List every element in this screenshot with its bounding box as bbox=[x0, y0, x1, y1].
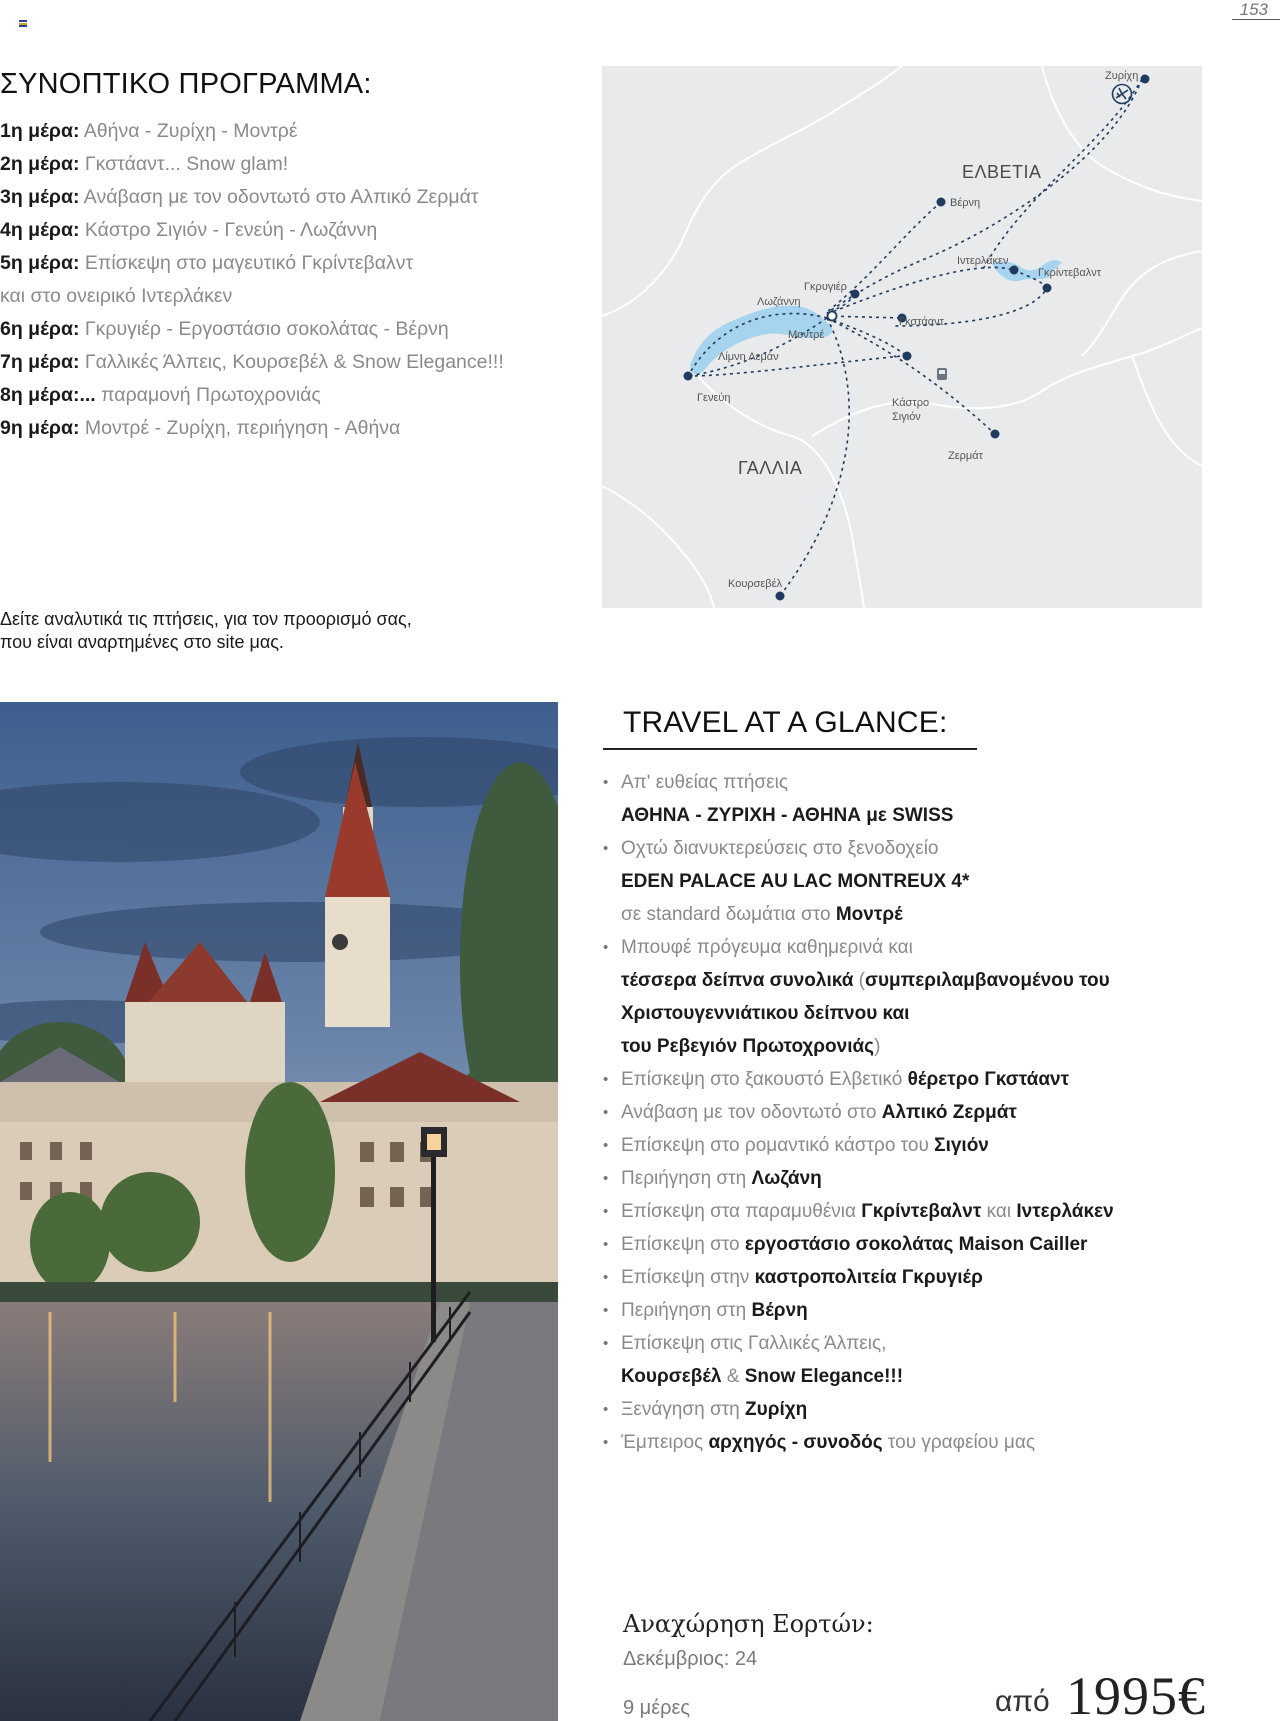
program-day-text: Μοντρέ - Ζυρίχη, περιήγηση - Αθήνα bbox=[79, 417, 401, 439]
glance-item-highlight: τέσσερα δείπνα συνολικά bbox=[621, 970, 859, 991]
glance-item-text: & bbox=[721, 1366, 745, 1387]
glance-item bbox=[603, 1195, 1243, 1228]
glance-item bbox=[603, 1129, 1243, 1162]
price-prefix: από bbox=[995, 1685, 1050, 1718]
glance-item-highlight: ΑΘΗΝΑ - ΖΥΡΙΧΗ - ΑΘΗΝΑ με SWISS bbox=[621, 805, 954, 826]
glance-title-rule bbox=[603, 748, 977, 750]
glance-item bbox=[603, 1327, 1243, 1360]
map-label-bern: Βέρνη bbox=[950, 197, 981, 209]
glance-item-text: Περιήγηση στη bbox=[621, 1168, 752, 1189]
glance-item-text: Ξενάγηση στη bbox=[621, 1399, 746, 1420]
program-day-label: 6η μέρα: bbox=[0, 318, 80, 340]
glance-item-text: Απ' ευθείας πτήσεις bbox=[621, 772, 788, 793]
glance-item bbox=[603, 865, 1243, 898]
program-list bbox=[0, 115, 560, 445]
program-day-text: Γκστάαντ... Snow glam! bbox=[79, 153, 289, 175]
program-day-label: 8η μέρα:... bbox=[0, 384, 96, 406]
flights-note-line-2: που είναι αναρτημένες στο site μας. bbox=[0, 632, 284, 652]
map-label-montreux: Μοντρέ bbox=[788, 329, 825, 341]
map-label-grindelwald: Γκρίντεβαλντ bbox=[1038, 267, 1102, 279]
glance-item bbox=[603, 1162, 1243, 1195]
program-day-text: Κάστρο Σιγιόν - Γενεύη - Λωζάννη bbox=[79, 219, 378, 241]
map-label-chillon-2: Σιγιόν bbox=[892, 411, 921, 423]
glance-item bbox=[603, 1294, 1243, 1327]
page-number-rule bbox=[1232, 19, 1280, 20]
glance-item-text: Επίσκεψη στο ξακουστό Ελβετικό bbox=[621, 1069, 908, 1090]
price-value: 1995€ bbox=[1066, 1666, 1206, 1721]
glance-item bbox=[603, 997, 1243, 1030]
glance-item-highlight: του Ρεβεγιόν Πρωτοχρονιάς bbox=[621, 1036, 875, 1057]
glance-item-text: Επίσκεψη στο bbox=[621, 1234, 745, 1255]
glance-item bbox=[603, 1393, 1243, 1426]
glance-item bbox=[603, 1360, 1243, 1393]
program-day-text: παραμονή Πρωτοχρονιάς bbox=[95, 384, 321, 406]
program-day bbox=[0, 181, 560, 214]
glance-item-highlight: Σιγιόν bbox=[934, 1135, 989, 1156]
glance-item bbox=[603, 1426, 1243, 1459]
photo-lakeside-castle bbox=[0, 702, 558, 1721]
map-label-zurich: Ζυρίχη bbox=[1105, 70, 1139, 82]
map-label-gstaad: Γκστάαντ bbox=[899, 316, 944, 328]
glance-item-text: Περιήγηση στη bbox=[621, 1300, 752, 1321]
program-day bbox=[0, 214, 560, 247]
glance-list bbox=[603, 766, 1243, 1459]
program-day-label: 9η μέρα: bbox=[0, 417, 80, 439]
glance-item-highlight: Βέρνη bbox=[751, 1300, 808, 1321]
glance-item-highlight: EDEN PALACE AU LAC MONTREUX 4* bbox=[621, 871, 970, 892]
glance-item-text: ( bbox=[858, 970, 865, 991]
glance-item-highlight: καστροπολιτεία Γκρυγιέρ bbox=[754, 1267, 983, 1288]
program-day-label: 7η μέρα: bbox=[0, 351, 80, 373]
program-day-label: 2η μέρα: bbox=[0, 153, 80, 175]
glance-item-text: Επίσκεψη στα παραμυθένια bbox=[621, 1201, 862, 1222]
glance-item-text: Μπουφέ πρόγευμα καθημερινά και bbox=[621, 937, 913, 958]
glance-item-highlight: εργοστάσιο σοκολάτας Maison Cailler bbox=[744, 1234, 1088, 1255]
glance-item-highlight: Κουρσεβέλ bbox=[621, 1366, 722, 1387]
glance-item-text: Επίσκεψη στις Γαλλικές Άλπεις, bbox=[621, 1333, 887, 1354]
program-day-label: 1η μέρα: bbox=[0, 120, 80, 142]
map-label-gruyeres: Γκρυγιέρ bbox=[804, 281, 847, 293]
glance-item-highlight: Χριστουγεννιάτικου δείπνου και bbox=[621, 1003, 910, 1024]
program-day-label: 4η μέρα: bbox=[0, 219, 80, 241]
page-number: 153 bbox=[1239, 0, 1268, 19]
program-day bbox=[0, 115, 560, 148]
glance-item-text: Ανάβαση με τον οδοντωτό στο bbox=[621, 1102, 882, 1123]
glance-item-text: σε standard δωμάτια στο bbox=[621, 904, 836, 925]
program-day-text: Γαλλικές Άλπεις, Κουρσεβέλ & Snow Elegance!!! bbox=[79, 351, 504, 373]
glance-item bbox=[603, 1063, 1243, 1096]
program-day bbox=[0, 280, 560, 313]
glance-item bbox=[603, 898, 1243, 931]
glance-item-text: και bbox=[981, 1201, 1017, 1222]
program-day-text: Γκρυγιέρ - Εργοστάσιο σοκολάτας - Βέρνη bbox=[79, 318, 449, 340]
program-day-text: Ανάβαση με τον οδοντωτό στο Αλπικό Ζερμάτ bbox=[79, 186, 479, 208]
glance-item-highlight: Ζυρίχη bbox=[745, 1399, 808, 1420]
map-label-zermatt: Ζερμάτ bbox=[948, 450, 983, 462]
program-day bbox=[0, 379, 560, 412]
train-icon bbox=[937, 368, 947, 380]
glance-item bbox=[603, 1096, 1243, 1129]
flights-note-line-1: Δείτε αναλυτικά τις πτήσεις, για τον προορισμό σας, bbox=[0, 609, 412, 629]
map-label-courchevel: Κουρσεβέλ bbox=[728, 578, 783, 590]
program-day bbox=[0, 247, 560, 280]
program-day-text: Αθήνα - Ζυρίχη - Μοντρέ bbox=[79, 120, 298, 142]
glance-item bbox=[603, 931, 1243, 964]
glance-item-highlight: Μοντρέ bbox=[835, 904, 903, 925]
glance-item bbox=[603, 964, 1243, 997]
glance-item-highlight: Γκρίντεβαλντ bbox=[861, 1201, 982, 1222]
map-label-lausanne: Λωζάννη bbox=[757, 296, 801, 308]
program-day-label: 3η μέρα: bbox=[0, 186, 80, 208]
glance-item-highlight: συμπεριλαμβανομένου του bbox=[865, 970, 1110, 991]
glance-item-text: του γραφείου μας bbox=[882, 1432, 1036, 1453]
route-map bbox=[602, 66, 1202, 608]
glance-item bbox=[603, 799, 1243, 832]
departure-days: 9 μέρες bbox=[623, 1697, 691, 1719]
glance-item bbox=[603, 832, 1243, 865]
glance-item-highlight: αρχηγός - συνοδός bbox=[708, 1432, 883, 1453]
glance-item-highlight: Λωζάνη bbox=[751, 1168, 822, 1189]
program-day bbox=[0, 346, 560, 379]
departure-title: Αναχώρηση Εορτών: bbox=[623, 1610, 874, 1638]
map-label-geneva: Γενεύη bbox=[697, 392, 731, 404]
glance-title: TRAVEL AT A GLANCE: bbox=[623, 706, 948, 739]
map-label-interlaken: Ιντερλάκεν bbox=[957, 255, 1009, 267]
glance-item-highlight: Αλπικό Ζερμάτ bbox=[881, 1102, 1017, 1123]
glance-item bbox=[603, 1228, 1243, 1261]
glance-item bbox=[603, 1030, 1243, 1063]
glance-item-highlight: Ιντερλάκεν bbox=[1016, 1201, 1114, 1222]
glance-item-highlight: Snow Elegance!!! bbox=[744, 1366, 904, 1387]
program-title: ΣΥΝΟΠΤΙΚΟ ΠΡΟΓΡΑΜΜΑ: bbox=[0, 68, 372, 100]
map-label-lake: Λίμνη Λεμάν bbox=[718, 351, 779, 363]
map-label-chillon-1: Κάστρο bbox=[892, 397, 930, 409]
program-day bbox=[0, 148, 560, 181]
glance-item bbox=[603, 766, 1243, 799]
map-country-france: ΓΑΛΛΙΑ bbox=[738, 458, 803, 478]
airplane-icon bbox=[1113, 85, 1132, 104]
glance-item-text: Οχτώ διανυκτερεύσεις στο ξενοδοχείο bbox=[621, 838, 939, 859]
flights-note bbox=[0, 608, 520, 654]
glance-item-highlight: θέρετρο Γκστάαντ bbox=[907, 1069, 1070, 1090]
glance-item-text: Έμπειρος bbox=[621, 1432, 709, 1453]
program-day-text: Επίσκεψη στο μαγευτικό Γκρίντεβαλντ bbox=[79, 252, 414, 274]
flag-icon bbox=[19, 20, 27, 27]
glance-item bbox=[603, 1261, 1243, 1294]
program-day-text: και στο ονειρικό Ιντερλάκεν bbox=[0, 285, 233, 307]
glance-item-text: Επίσκεψη στην bbox=[621, 1267, 755, 1288]
program-day bbox=[0, 412, 560, 445]
program-day bbox=[0, 313, 560, 346]
glance-item-text: ) bbox=[874, 1036, 881, 1057]
departure-date: Δεκέμβριος: 24 bbox=[623, 1648, 758, 1670]
glance-item-text: Επίσκεψη στο ρομαντικό κάστρο του bbox=[621, 1135, 935, 1156]
program-day-label: 5η μέρα: bbox=[0, 252, 80, 274]
map-country-switzerland: ΕΛΒΕΤΙΑ bbox=[962, 162, 1042, 182]
